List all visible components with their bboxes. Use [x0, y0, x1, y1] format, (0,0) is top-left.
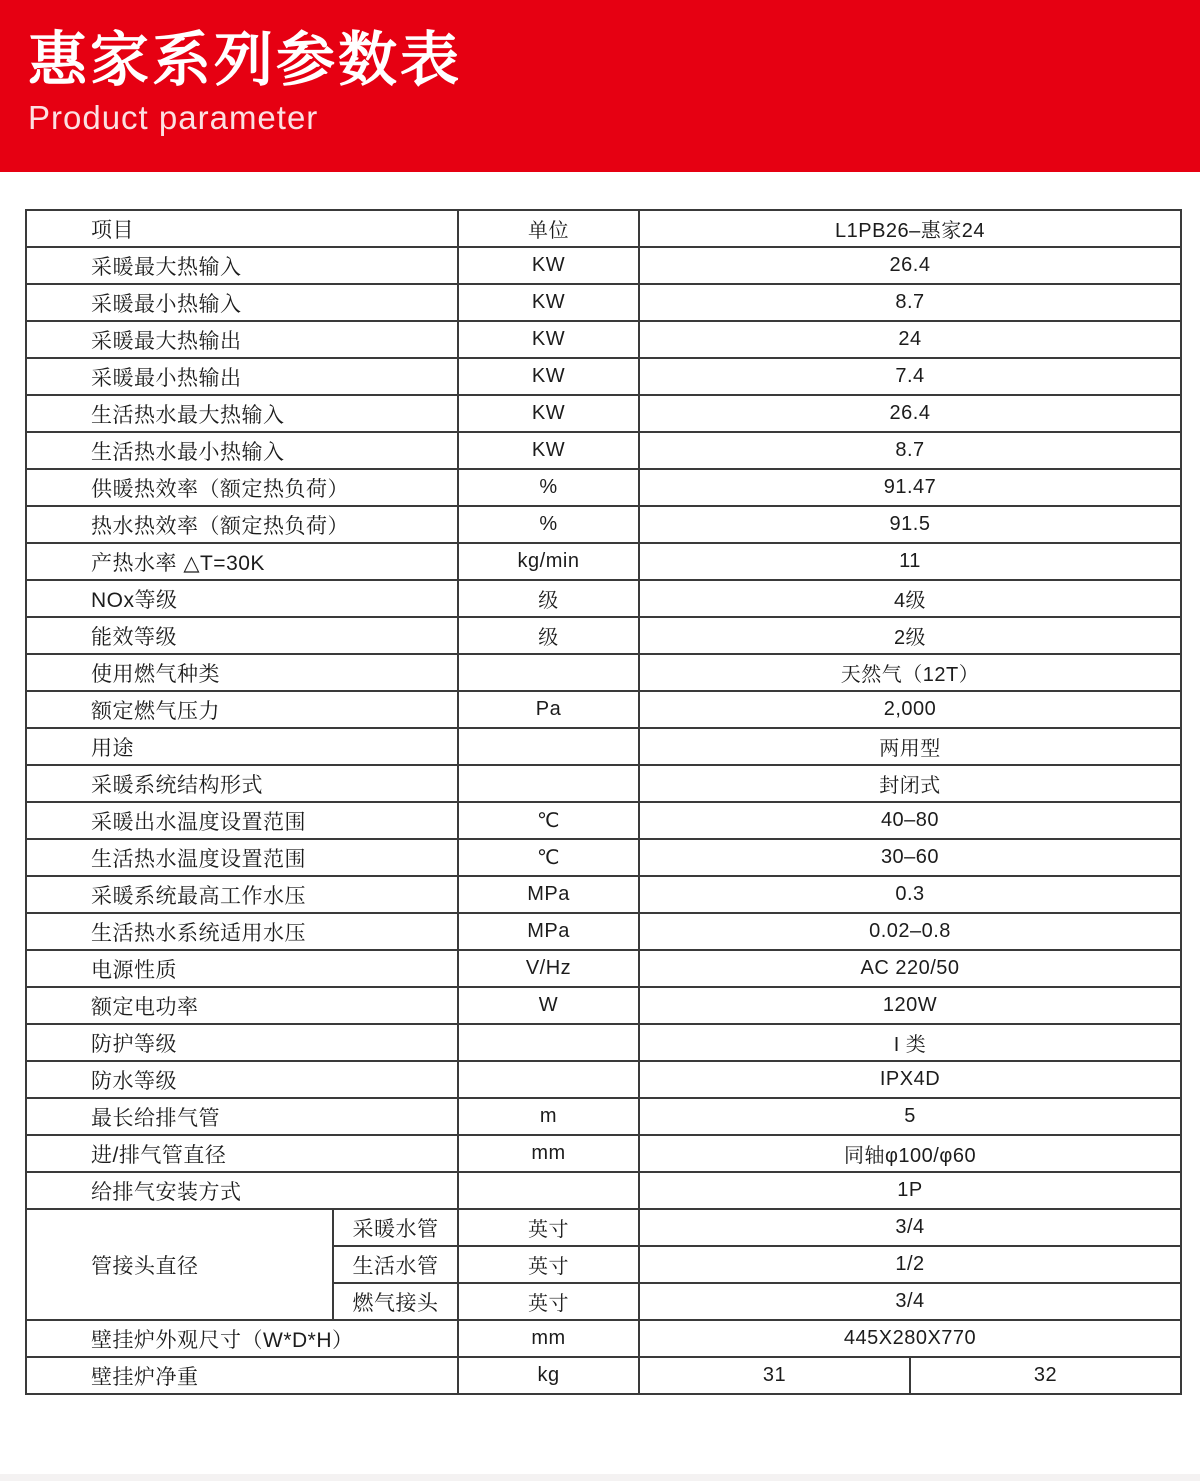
param-name-cell: 采暖最小热输入	[26, 284, 458, 321]
param-name-cell: 电源性质	[26, 950, 458, 987]
param-value-cell: 0.3	[639, 876, 1181, 913]
page-title: 惠家系列参数表	[28, 27, 463, 93]
header-unit-cell: 单位	[458, 210, 639, 247]
parameter-table	[25, 209, 1182, 1395]
param-unit-cell: KW	[458, 284, 639, 321]
param-name-cell: 生活热水最小热输入	[26, 432, 458, 469]
table-row	[26, 765, 1181, 802]
param-unit-cell: ℃	[458, 802, 639, 839]
param-value-cell: 26.4	[639, 395, 1181, 432]
table-row	[26, 691, 1181, 728]
header-item-cell: 项目	[26, 210, 458, 247]
param-value-cell: 1P	[639, 1172, 1181, 1209]
param-value-cell: 3/4	[639, 1209, 1181, 1246]
header-model-cell: L1PB26–惠家24	[639, 210, 1181, 247]
param-value-cell: IPX4D	[639, 1061, 1181, 1098]
param-value-cell: 91.47	[639, 469, 1181, 506]
param-unit-cell	[458, 1024, 639, 1061]
param-name-cell: 壁挂炉外观尺寸（W*D*H）	[26, 1320, 458, 1357]
table-row	[26, 802, 1181, 839]
param-name-cell: NOx等级	[26, 580, 458, 617]
table-row	[26, 1135, 1181, 1172]
param-unit-cell: kg/min	[458, 543, 639, 580]
table-row	[26, 1172, 1181, 1209]
table-row	[26, 395, 1181, 432]
param-unit-cell	[458, 654, 639, 691]
pipe-subitem-cell: 生活水管	[333, 1246, 458, 1283]
param-name-cell: 防水等级	[26, 1061, 458, 1098]
param-name-cell: 采暖最小热输出	[26, 358, 458, 395]
param-unit-cell: KW	[458, 432, 639, 469]
table-row	[26, 580, 1181, 617]
param-name-cell: 给排气安装方式	[26, 1172, 458, 1209]
table-row	[26, 543, 1181, 580]
param-unit-cell: 级	[458, 580, 639, 617]
table-row-weight	[26, 1357, 1181, 1394]
param-unit-cell: MPa	[458, 876, 639, 913]
param-unit-cell: V/Hz	[458, 950, 639, 987]
param-name-cell: 供暖热效率（额定热负荷）	[26, 469, 458, 506]
param-unit-cell: KW	[458, 358, 639, 395]
param-name-cell: 进/排气管直径	[26, 1135, 458, 1172]
param-unit-cell: kg	[458, 1357, 639, 1394]
param-name-cell: 产热水率 △T=30K	[26, 543, 458, 580]
parameter-table-wrap	[25, 209, 1180, 1395]
param-value-cell: 120W	[639, 987, 1181, 1024]
table-row	[26, 506, 1181, 543]
table-row	[26, 358, 1181, 395]
param-name-cell: 采暖系统最高工作水压	[26, 876, 458, 913]
table-row	[26, 1320, 1181, 1357]
param-value-cell: 30–60	[639, 839, 1181, 876]
param-value-cell: 91.5	[639, 506, 1181, 543]
param-unit-cell: KW	[458, 395, 639, 432]
page-header-banner	[0, 0, 1200, 172]
param-value-cell: 两用型	[639, 728, 1181, 765]
param-unit-cell: %	[458, 506, 639, 543]
param-value-cell: 26.4	[639, 247, 1181, 284]
param-value-cell: 3/4	[639, 1283, 1181, 1320]
param-unit-cell	[458, 1172, 639, 1209]
param-unit-cell: 英寸	[458, 1209, 639, 1246]
param-name-cell: 热水热效率（额定热负荷）	[26, 506, 458, 543]
table-row	[26, 1061, 1181, 1098]
table-row	[26, 913, 1181, 950]
param-unit-cell: 英寸	[458, 1246, 639, 1283]
param-value-cell: 24	[639, 321, 1181, 358]
pipe-subitem-cell: 采暖水管	[333, 1209, 458, 1246]
param-name-cell: 采暖出水温度设置范围	[26, 802, 458, 839]
param-value-cell: 7.4	[639, 358, 1181, 395]
param-name-cell: 生活热水最大热输入	[26, 395, 458, 432]
param-value-cell: 8.7	[639, 432, 1181, 469]
param-name-cell: 使用燃气种类	[26, 654, 458, 691]
param-unit-cell: KW	[458, 247, 639, 284]
param-unit-cell: mm	[458, 1135, 639, 1172]
param-unit-cell: ℃	[458, 839, 639, 876]
param-value-cell: 天然气（12T）	[639, 654, 1181, 691]
table-row	[26, 654, 1181, 691]
pipe-group-label-cell: 管接头直径	[26, 1209, 333, 1320]
param-name-cell: 生活热水温度设置范围	[26, 839, 458, 876]
param-value-cell: AC 220/50	[639, 950, 1181, 987]
bottom-edge-strip	[0, 1474, 1200, 1481]
param-value-cell: 11	[639, 543, 1181, 580]
table-row	[26, 728, 1181, 765]
param-name-cell: 采暖最大热输入	[26, 247, 458, 284]
table-row	[26, 284, 1181, 321]
weight-value-a-cell: 31	[639, 1357, 910, 1394]
table-row	[26, 1024, 1181, 1061]
pipe-subitem-cell: 燃气接头	[333, 1283, 458, 1320]
param-value-cell: 40–80	[639, 802, 1181, 839]
param-unit-cell: 级	[458, 617, 639, 654]
param-value-cell: 同轴φ100/φ60	[639, 1135, 1181, 1172]
table-row-pipe-group	[26, 1209, 1181, 1246]
weight-value-b-cell: 32	[910, 1357, 1181, 1394]
param-value-cell: 5	[639, 1098, 1181, 1135]
param-unit-cell: %	[458, 469, 639, 506]
param-unit-cell: mm	[458, 1320, 639, 1357]
table-row	[26, 469, 1181, 506]
param-value-cell: 4级	[639, 580, 1181, 617]
param-name-cell: 用途	[26, 728, 458, 765]
param-value-cell: 2,000	[639, 691, 1181, 728]
page-subtitle: Product parameter	[28, 98, 319, 136]
param-name-cell: 采暖最大热输出	[26, 321, 458, 358]
param-value-cell: 2级	[639, 617, 1181, 654]
param-value-cell: 8.7	[639, 284, 1181, 321]
param-value-cell: 0.02–0.8	[639, 913, 1181, 950]
param-unit-cell	[458, 728, 639, 765]
param-unit-cell: Pa	[458, 691, 639, 728]
param-unit-cell: W	[458, 987, 639, 1024]
param-value-cell: 445X280X770	[639, 1320, 1181, 1357]
param-value-cell: 1/2	[639, 1246, 1181, 1283]
param-unit-cell	[458, 1061, 639, 1098]
param-value-cell: 封闭式	[639, 765, 1181, 802]
table-row	[26, 987, 1181, 1024]
param-name-cell: 额定电功率	[26, 987, 458, 1024]
param-name-cell: 防护等级	[26, 1024, 458, 1061]
param-name-cell: 能效等级	[26, 617, 458, 654]
param-unit-cell: KW	[458, 321, 639, 358]
param-name-cell: 采暖系统结构形式	[26, 765, 458, 802]
table-row	[26, 950, 1181, 987]
param-unit-cell: MPa	[458, 913, 639, 950]
param-unit-cell: m	[458, 1098, 639, 1135]
param-unit-cell: 英寸	[458, 1283, 639, 1320]
table-header-row	[26, 210, 1181, 247]
table-row	[26, 617, 1181, 654]
param-name-cell: 生活热水系统适用水压	[26, 913, 458, 950]
param-name-cell: 最长给排气管	[26, 1098, 458, 1135]
table-row	[26, 1098, 1181, 1135]
table-row	[26, 432, 1181, 469]
param-name-cell: 额定燃气压力	[26, 691, 458, 728]
table-row	[26, 839, 1181, 876]
param-value-cell: I 类	[639, 1024, 1181, 1061]
table-row	[26, 247, 1181, 284]
param-name-cell: 壁挂炉净重	[26, 1357, 458, 1394]
param-unit-cell	[458, 765, 639, 802]
table-row	[26, 876, 1181, 913]
table-row	[26, 321, 1181, 358]
